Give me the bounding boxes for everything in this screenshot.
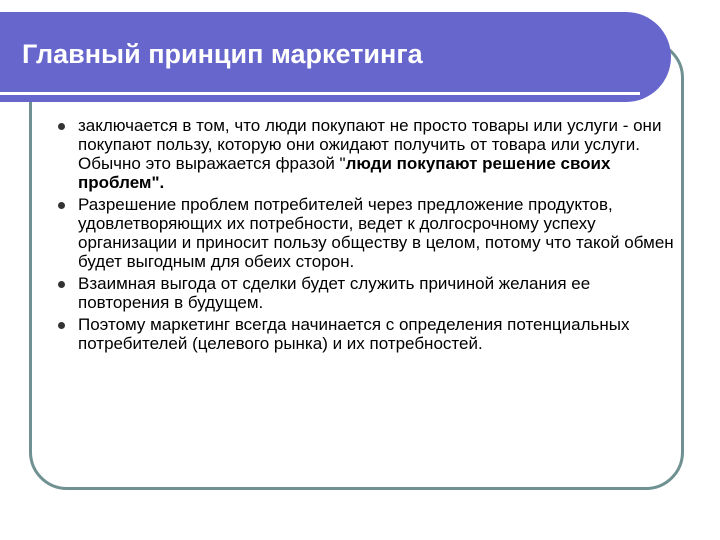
- bullet-dot-icon: [58, 202, 65, 209]
- bullet-text: Разрешение проблем потребителей через предложение продуктов, удовлетворяющих их потребности, ведет к долгосрочному успеху организации и приносит пользу обществу в целом, потому что такой обмен будет выгодным для обеих сторон.: [78, 195, 674, 271]
- bullet-item-4: [56, 315, 676, 353]
- bullet-dot-icon: [58, 123, 65, 130]
- bullet-item-1: [56, 116, 676, 192]
- slide-title: Главный принцип маркетинга: [22, 39, 423, 69]
- bullet-text: заключается в том, что люди покупают не просто товары или услуги - они покупают пользу, которую они ожидают получить от товара или услуги. Обычно это выражается фразой ": [78, 116, 662, 173]
- bullet-item-2: [56, 195, 676, 271]
- bullet-text: Поэтому маркетинг всегда начинается с определения потенциальных потребителей (целевого рынка) и их потребностей.: [78, 315, 630, 353]
- bullet-tail: ".: [151, 173, 165, 192]
- title-underline: [0, 92, 640, 95]
- bullet-list: [56, 116, 676, 356]
- title-bar: [0, 12, 671, 102]
- bullet-item-3: [56, 274, 676, 312]
- bullet-bold-phrase: люди покупают решение своих проблем: [78, 154, 611, 192]
- bullet-dot-icon: [58, 322, 65, 329]
- bullet-text: Взаимная выгода от сделки будет служить причиной желания ее повторения в будущем.: [78, 274, 591, 312]
- bullet-dot-icon: [58, 281, 65, 288]
